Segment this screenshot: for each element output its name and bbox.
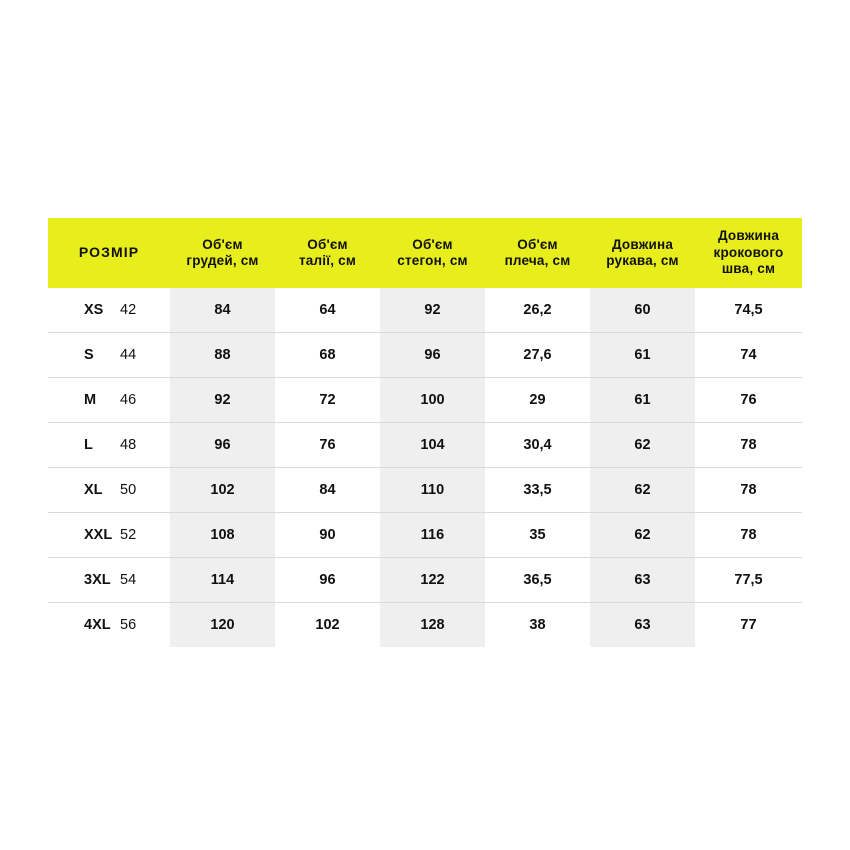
cell-size <box>48 558 170 603</box>
table-row <box>48 378 802 423</box>
cell-shoulder: 38 <box>529 617 546 633</box>
size-label: L <box>84 437 93 453</box>
table-header <box>48 218 802 288</box>
cell-chest: 88 <box>170 333 275 378</box>
cell-hips: 104 <box>380 423 485 468</box>
cell-inseam: 74 <box>695 333 802 378</box>
cell-size <box>48 288 170 333</box>
column-header-inseam-line3: шва, см <box>721 261 776 277</box>
cell-sleeve: 63 <box>590 558 695 603</box>
cell-inseam: 77,5 <box>695 558 802 603</box>
column-header-hips <box>380 218 485 288</box>
table-row <box>48 333 802 378</box>
cell-size <box>48 468 170 513</box>
cell-chest: 84 <box>170 288 275 333</box>
cell-waist: 90 <box>275 513 380 558</box>
column-header-hips-line2: стегон, см <box>397 253 468 268</box>
column-header-shoulder-line1: Об'єм <box>517 236 558 252</box>
size-number: 52 <box>120 527 137 543</box>
cell-hips: 122 <box>380 558 485 603</box>
size-number: 48 <box>120 437 137 453</box>
cell-inseam: 78 <box>695 468 802 513</box>
table-row <box>48 513 802 558</box>
table-row <box>48 603 802 648</box>
column-header-inseam <box>695 218 802 288</box>
size-label: 4XL <box>84 617 111 633</box>
table-header-row <box>48 218 802 288</box>
cell-waist: 96 <box>275 558 380 603</box>
size-label: XL <box>84 482 103 498</box>
size-label: S <box>84 347 94 363</box>
cell-sleeve: 62 <box>590 468 695 513</box>
column-header-chest <box>170 218 275 288</box>
cell-waist: 72 <box>275 378 380 423</box>
cell-shoulder: 29 <box>485 378 590 423</box>
size-label: XS <box>84 302 104 318</box>
cell-sleeve: 62 <box>590 423 695 468</box>
cell-inseam: 76 <box>695 378 802 423</box>
cell-size <box>48 423 170 468</box>
column-header-size <box>48 218 170 288</box>
cell-shoulder: 26,2 <box>485 288 590 333</box>
cell-size <box>48 513 170 558</box>
table-body <box>48 288 802 647</box>
cell-sleeve: 61 <box>590 378 695 423</box>
cell-hips: 128 <box>380 603 485 648</box>
size-number: 46 <box>120 392 137 408</box>
cell-inseam: 74,5 <box>695 288 802 333</box>
column-header-waist-line1: Об'єм <box>307 236 348 252</box>
cell-hips: 116 <box>380 513 485 558</box>
cell-chest: 120 <box>170 603 275 648</box>
cell-sleeve: 60 <box>590 288 695 333</box>
cell-waist: 68 <box>275 333 380 378</box>
cell-shoulder: 35 <box>485 513 590 558</box>
cell-chest: 108 <box>170 513 275 558</box>
cell-chest: 96 <box>170 423 275 468</box>
table-row <box>48 288 802 333</box>
cell-size <box>48 333 170 378</box>
cell-waist: 76 <box>275 423 380 468</box>
cell-hips: 110 <box>380 468 485 513</box>
cell-chest: 102 <box>170 468 275 513</box>
column-header-sleeve <box>590 218 695 288</box>
cell-chest: 92 <box>170 378 275 423</box>
size-label: XXL <box>84 527 113 543</box>
size-number: 44 <box>120 347 137 363</box>
cell-inseam: 78 <box>695 423 802 468</box>
table-row <box>48 468 802 513</box>
cell-shoulder: 30,4 <box>485 423 590 468</box>
column-header-waist-line2: талії, см <box>298 253 357 268</box>
size-number: 42 <box>120 302 137 318</box>
size-table <box>48 218 802 647</box>
cell-size <box>48 603 170 648</box>
column-header-hips-line1: Об'єм <box>412 236 453 252</box>
cell-hips: 96 <box>380 333 485 378</box>
size-number: 50 <box>120 482 137 498</box>
table-row <box>48 558 802 603</box>
cell-waist: 64 <box>275 288 380 333</box>
cell-shoulder: 36,5 <box>485 558 590 603</box>
cell-chest: 114 <box>170 558 275 603</box>
cell-hips: 92 <box>380 288 485 333</box>
column-header-inseam-line1: Довжина <box>717 228 780 244</box>
column-header-waist <box>275 218 380 288</box>
column-header-sleeve-line1: Довжина <box>611 236 674 252</box>
size-label: 3XL <box>84 572 111 588</box>
size-number: 56 <box>120 617 137 633</box>
cell-shoulder: 27,6 <box>485 333 590 378</box>
size-label: M <box>84 392 97 408</box>
cell-waist: 102 <box>315 617 340 633</box>
cell-hips: 100 <box>380 378 485 423</box>
cell-shoulder: 33,5 <box>485 468 590 513</box>
cell-size <box>48 378 170 423</box>
column-header-size-line1: РОЗМІР <box>78 244 140 261</box>
column-header-inseam-line2: крокового <box>713 244 784 260</box>
cell-waist: 84 <box>275 468 380 513</box>
cell-inseam: 78 <box>695 513 802 558</box>
table-row <box>48 423 802 468</box>
size-table-container <box>48 218 802 647</box>
cell-sleeve: 62 <box>590 513 695 558</box>
column-header-sleeve-line2: рукава, см <box>606 253 679 268</box>
cell-sleeve: 61 <box>590 333 695 378</box>
column-header-chest-line1: Об'єм <box>202 236 243 252</box>
cell-sleeve: 63 <box>590 603 695 648</box>
column-header-shoulder-line2: плеча, см <box>504 253 571 268</box>
cell-inseam: 77 <box>740 617 757 633</box>
column-header-shoulder <box>485 218 590 288</box>
column-header-chest-line2: грудей, см <box>186 253 259 268</box>
size-number: 54 <box>120 572 137 588</box>
